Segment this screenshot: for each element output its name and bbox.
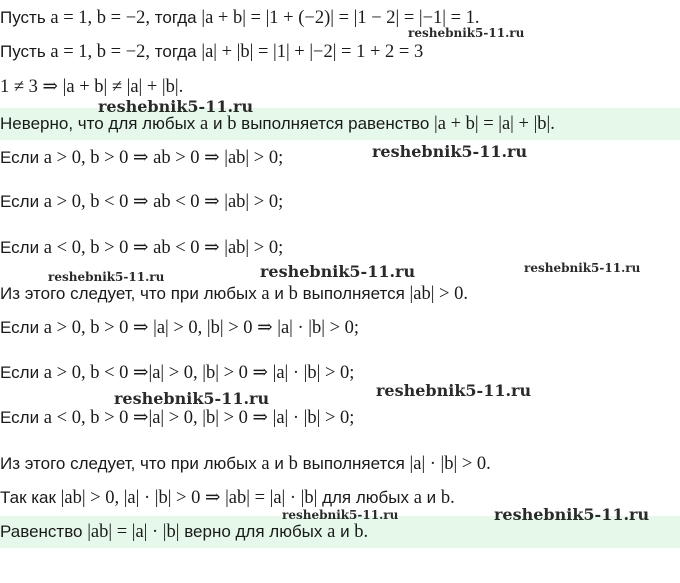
math: 1 ≠ 3 ⇒ |a + b| ≠ |a| + |b|. [0, 77, 184, 97]
math: a = 1, b = −2, [50, 42, 151, 62]
math: a [261, 454, 270, 474]
math: |a + b| = |a| + |b|. [434, 114, 555, 134]
watermark: reshebnik5-11.ru [98, 97, 254, 116]
text: Так как [0, 488, 61, 507]
math: b. [440, 488, 455, 508]
text: тогда [150, 42, 202, 61]
math: a [200, 114, 209, 134]
math: a > 0, b < 0 ⇒ ab < 0 ⇒ |ab| > 0; [43, 192, 284, 212]
math: |a + b| = |1 + (−2)| = |1 − 2| = |−1| = 1. [201, 8, 480, 28]
text: Если [0, 318, 44, 337]
math: a > 0, b < 0 ⇒|a| > 0, |b| > 0 ⇒ |a| · |b| > 0; [43, 363, 355, 383]
watermark: reshebnik5-11.ru [260, 262, 416, 281]
math: |ab| > 0, |a| · |b| > 0 ⇒ |ab| = |a| · |b| [60, 488, 318, 508]
text: Пусть [0, 42, 51, 61]
line-11 [0, 406, 680, 430]
math: b. [354, 522, 369, 542]
line-5 [0, 146, 680, 170]
text: выполняется [297, 454, 410, 473]
math: a > 0, b > 0 ⇒ ab > 0 ⇒ |ab| > 0; [43, 148, 284, 168]
watermark: reshebnik5-11.ru [524, 261, 641, 275]
text: Пусть [0, 8, 51, 27]
text: Неверно, что для любых [0, 114, 201, 133]
text: выполняется [297, 284, 410, 303]
text: Если [0, 238, 44, 257]
math: b [227, 114, 237, 134]
math: a < 0, b > 0 ⇒|a| > 0, |b| > 0 ⇒ |a| · |b| > 0; [43, 408, 355, 428]
line-3 [0, 75, 680, 99]
math: |a| + |b| = |1| + |−2| = 1 + 2 = 3 [201, 42, 424, 62]
watermark: reshebnik5-11.ru [114, 389, 270, 408]
text: Из этого следует, что при любых [0, 454, 262, 473]
line-2 [0, 40, 680, 64]
text: и [269, 284, 289, 303]
text: и [208, 114, 228, 133]
math: a > 0, b > 0 ⇒ |a| > 0, |b| > 0 ⇒ |a| · |b| > 0; [43, 318, 360, 338]
watermark: reshebnik5-11.ru [408, 26, 525, 40]
watermark: reshebnik5-11.ru [376, 381, 532, 400]
text: верно для любых [179, 522, 328, 541]
line-7 [0, 236, 680, 260]
math: |a| · |b| > 0. [409, 454, 491, 474]
line-6 [0, 190, 680, 214]
text: и [269, 454, 289, 473]
text: Равенство [0, 522, 88, 541]
math: b [288, 454, 298, 474]
math: a [327, 522, 336, 542]
text: Из этого следует, что при любых [0, 284, 262, 303]
math: |ab| = |a| · |b| [87, 522, 180, 542]
watermark: reshebnik5-11.ru [494, 505, 650, 524]
line-9 [0, 316, 680, 340]
text: Если [0, 148, 44, 167]
text: тогда [150, 8, 202, 27]
watermark: reshebnik5-11.ru [48, 270, 165, 284]
watermark: reshebnik5-11.ru [372, 142, 528, 161]
text: и [421, 488, 441, 507]
text: для любых [317, 488, 414, 507]
math: a [261, 284, 270, 304]
text: Если [0, 192, 44, 211]
line-8 [0, 282, 680, 306]
math: a < 0, b > 0 ⇒ ab < 0 ⇒ |ab| > 0; [43, 238, 284, 258]
text: выполняется равенство [236, 114, 435, 133]
math: |ab| > 0. [409, 284, 468, 304]
text: Если [0, 408, 44, 427]
math: a [413, 488, 422, 508]
line-1 [0, 6, 680, 30]
math: a = 1, b = −2, [50, 8, 151, 28]
text: и [335, 522, 355, 541]
text: Если [0, 363, 44, 382]
line-10 [0, 361, 680, 385]
line-12 [0, 452, 680, 476]
math: b [288, 284, 298, 304]
watermark: reshebnik5-11.ru [282, 508, 399, 522]
